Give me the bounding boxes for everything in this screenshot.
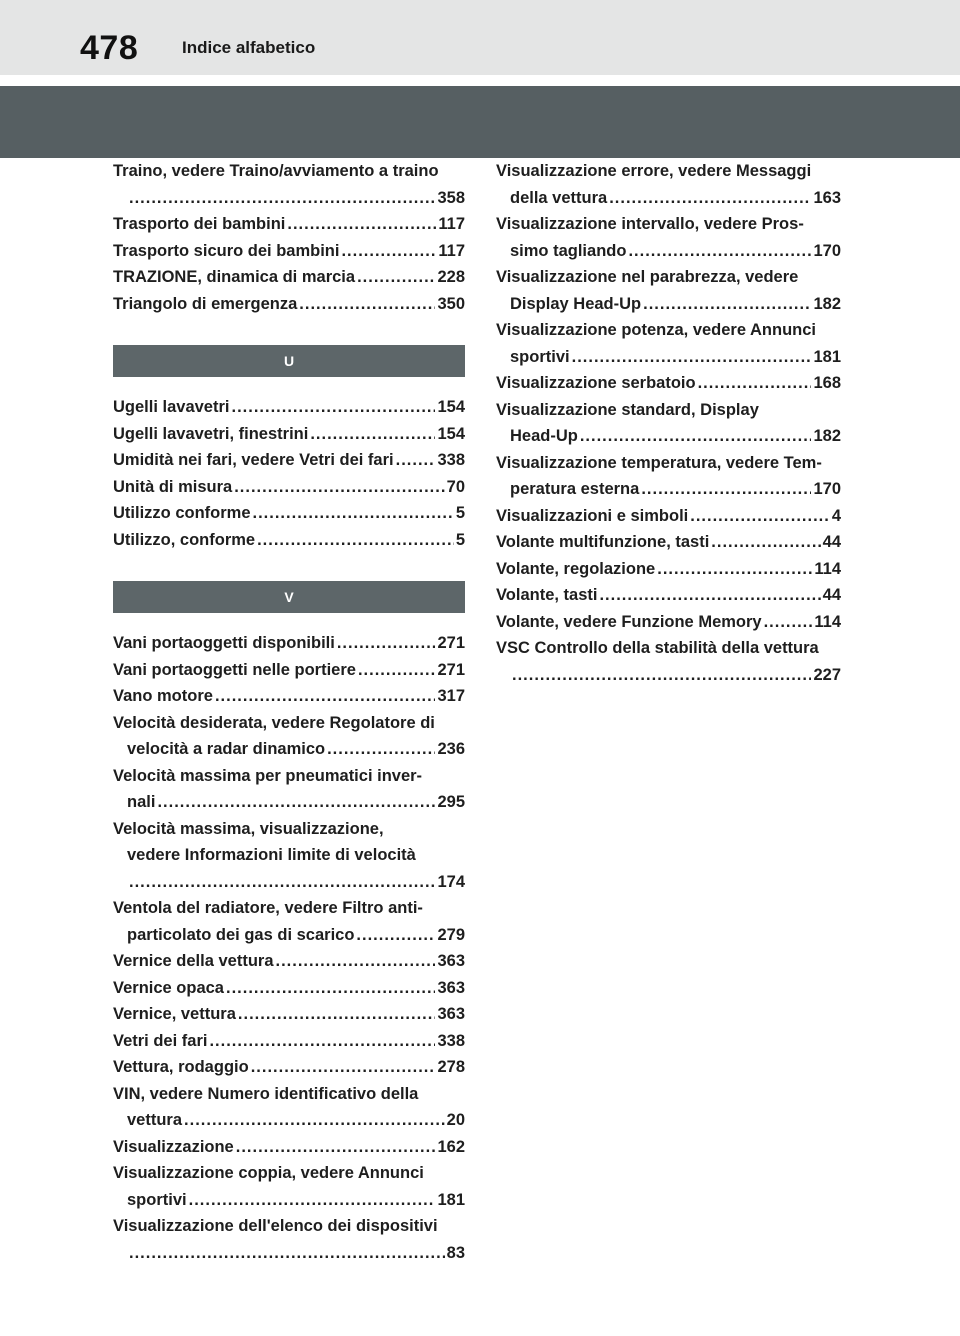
dot-leader bbox=[184, 1107, 445, 1134]
index-entry bbox=[113, 1160, 465, 1213]
dot-leader bbox=[327, 736, 435, 763]
index-entry-page: 271 bbox=[437, 634, 465, 652]
index-entry-page: 295 bbox=[437, 793, 465, 811]
index-entry-term: peratura esterna bbox=[510, 480, 640, 498]
index-group-v-continued bbox=[496, 158, 841, 688]
index-entry-leader-row bbox=[113, 975, 465, 1002]
page-header bbox=[0, 0, 960, 75]
dot-leader bbox=[609, 185, 811, 212]
index-entry-leader-row bbox=[496, 476, 841, 503]
dot-leader bbox=[599, 582, 820, 609]
index-entry-page: 170 bbox=[813, 241, 841, 260]
index-entry-term: Umidità nei fari, vedere Vetri dei fari bbox=[113, 451, 394, 469]
index-entry-line: Visualizzazione dell'elenco dei dispositivi bbox=[113, 1217, 438, 1235]
index-entry bbox=[113, 158, 465, 211]
page-number: 478 bbox=[80, 29, 139, 67]
dot-leader bbox=[234, 474, 444, 501]
index-entry bbox=[113, 1054, 465, 1081]
index-entry bbox=[113, 447, 465, 474]
index-entry-term: Vani portaoggetti disponibili bbox=[113, 634, 335, 652]
index-entry-page: 279 bbox=[437, 925, 465, 944]
dot-leader bbox=[396, 447, 436, 474]
index-entry bbox=[496, 450, 841, 503]
index-entry-leader-row bbox=[496, 503, 841, 530]
index-entry bbox=[496, 556, 841, 583]
dot-leader bbox=[157, 789, 435, 816]
dot-leader bbox=[580, 423, 812, 450]
dot-leader bbox=[299, 291, 435, 318]
index-entry-term: sportivi bbox=[127, 1190, 187, 1209]
index-entry-page: 271 bbox=[437, 660, 465, 679]
dot-leader bbox=[643, 291, 811, 318]
dot-leader bbox=[215, 683, 436, 710]
index-entry-page: 182 bbox=[813, 294, 841, 313]
index-entry-page: 338 bbox=[437, 451, 465, 469]
index-entry-term: Display Head-Up bbox=[510, 294, 642, 313]
index-entry-page: 317 bbox=[437, 687, 465, 705]
index-entry-line: Velocità desiderata, vedere Regolatore di bbox=[113, 713, 435, 732]
index-entry bbox=[113, 816, 465, 896]
index-entry-term: simo tagliando bbox=[510, 241, 627, 260]
index-entry-term: Visualizzazione bbox=[113, 1137, 234, 1156]
index-entry bbox=[113, 948, 465, 975]
index-entry bbox=[113, 683, 465, 710]
index-entry-term: Utilizzo conforme bbox=[113, 504, 251, 522]
index-entry-leader-row bbox=[496, 238, 841, 265]
index-entry-page: 163 bbox=[813, 188, 841, 207]
index-entry bbox=[113, 763, 465, 816]
index-entry-term: Unità di misura bbox=[113, 477, 233, 496]
index-entry-leader-row bbox=[496, 556, 841, 583]
index-entry bbox=[113, 657, 465, 684]
index-entry bbox=[496, 529, 841, 556]
dot-leader bbox=[238, 1001, 436, 1028]
index-entry-leader-row bbox=[113, 500, 465, 527]
index-entry bbox=[496, 635, 841, 688]
dot-leader bbox=[209, 1028, 435, 1055]
index-entry-page: 350 bbox=[437, 294, 465, 313]
index-entry bbox=[113, 1081, 465, 1134]
index-entry-line: Visualizzazione intervallo, vedere Pros- bbox=[496, 215, 804, 233]
dot-leader bbox=[129, 1240, 445, 1267]
index-entry-term: Vernice opaca bbox=[113, 978, 224, 997]
index-entry-page: 227 bbox=[813, 665, 841, 684]
index-entry-leader-row bbox=[496, 370, 841, 397]
index-entry-leader-row bbox=[113, 948, 465, 975]
index-entry-page: 174 bbox=[437, 872, 465, 891]
index-entry-leader-row bbox=[113, 447, 465, 474]
index-entry-term: vettura bbox=[127, 1111, 183, 1129]
index-entry bbox=[113, 710, 465, 763]
index-entry-term: Visualizzazioni e simboli bbox=[496, 506, 689, 525]
index-entry-term: Ugelli lavavetri bbox=[113, 398, 230, 416]
index-entry bbox=[496, 582, 841, 609]
index-entry-leader-row bbox=[113, 1134, 465, 1161]
index-entry-leader-row bbox=[113, 1054, 465, 1081]
dot-leader bbox=[690, 503, 830, 530]
index-entry-leader-row bbox=[113, 789, 465, 816]
index-entry bbox=[113, 211, 465, 238]
dot-leader bbox=[129, 185, 435, 212]
index-entry-term: Vernice, vettura bbox=[113, 1005, 236, 1023]
dot-leader bbox=[257, 527, 454, 554]
index-entry-leader-row bbox=[113, 394, 465, 421]
index-entry-line: Visualizzazione errore, vedere Messaggi bbox=[496, 162, 812, 180]
dot-leader bbox=[711, 529, 820, 556]
index-entry-term: Trasporto dei bambini bbox=[113, 215, 286, 233]
index-entry-leader-row bbox=[113, 291, 465, 318]
index-entry-line: Visualizzazione standard, Display bbox=[496, 400, 759, 419]
index-entry-term: della vettura bbox=[510, 188, 608, 207]
index-entry-leader-row bbox=[496, 529, 841, 556]
index-entry-leader-row bbox=[113, 922, 465, 949]
index-entry-page: 4 bbox=[831, 506, 841, 525]
index-entry-page: 338 bbox=[437, 1031, 465, 1050]
index-entry-leader-row bbox=[496, 185, 841, 212]
letter-heading-u: U bbox=[113, 345, 465, 377]
dot-leader bbox=[356, 922, 435, 949]
index-entry bbox=[113, 1213, 465, 1266]
index-entry-page: 182 bbox=[813, 427, 841, 445]
index-entry-term: Trasporto sicuro dei bambini bbox=[113, 241, 340, 260]
index-entry bbox=[496, 370, 841, 397]
index-entry-leader-row bbox=[113, 1001, 465, 1028]
section-title: Indice alfabetico bbox=[182, 38, 316, 57]
index-entry-term: Volante, vedere Funzione Memory bbox=[496, 612, 762, 631]
index-entry-page: 117 bbox=[438, 241, 465, 260]
index-entry-page: 154 bbox=[437, 398, 465, 416]
dot-leader bbox=[764, 609, 813, 636]
index-entry-page: 181 bbox=[813, 347, 841, 366]
index-entry-page: 114 bbox=[814, 559, 841, 578]
index-entry bbox=[113, 1028, 465, 1055]
index-entry bbox=[496, 317, 841, 370]
index-entry-leader-row bbox=[113, 421, 465, 448]
index-entry-term: sportivi bbox=[510, 347, 570, 366]
index-entry-leader-row bbox=[113, 185, 465, 212]
index-entry-term: nali bbox=[127, 793, 156, 811]
index-entry bbox=[496, 503, 841, 530]
index-entry bbox=[496, 211, 841, 264]
index-group-u bbox=[113, 394, 465, 553]
index-entry-leader-row bbox=[113, 657, 465, 684]
dot-leader bbox=[341, 238, 436, 265]
dot-leader bbox=[512, 662, 811, 689]
index-entry bbox=[113, 394, 465, 421]
index-entry-term: TRAZIONE, dinamica di marcia bbox=[113, 268, 356, 286]
index-entry-term: Vernice della vettura bbox=[113, 952, 274, 970]
index-entry-page: 278 bbox=[437, 1058, 465, 1076]
dot-leader bbox=[357, 264, 435, 291]
index-entry-leader-row bbox=[113, 474, 465, 501]
dot-leader bbox=[337, 630, 436, 657]
index-entry-term: Utilizzo, conforme bbox=[113, 530, 256, 549]
index-entry-line: Ventola del radiatore, vedere Filtro anti- bbox=[113, 899, 423, 917]
index-entry bbox=[113, 500, 465, 527]
index-entry-term: Visualizzazione serbatoio bbox=[496, 374, 696, 392]
index-entry-page: 44 bbox=[822, 533, 841, 551]
index-entry bbox=[113, 527, 465, 554]
index-entry bbox=[113, 1001, 465, 1028]
index-entry bbox=[113, 421, 465, 448]
index-entry-page: 44 bbox=[822, 586, 841, 604]
dot-leader bbox=[657, 556, 812, 583]
index-entry bbox=[113, 895, 465, 948]
index-group-v bbox=[113, 630, 465, 1266]
index-entry-line: Traino, vedere Traino/avviamento a traino bbox=[113, 162, 439, 180]
index-entry bbox=[113, 630, 465, 657]
dot-leader bbox=[253, 500, 454, 527]
index-entry-term: Vano motore bbox=[113, 687, 213, 705]
index-entry-page: 168 bbox=[813, 374, 841, 392]
index-entry-page: 117 bbox=[438, 215, 465, 233]
index-entry-page: 363 bbox=[437, 1005, 465, 1023]
index-entry bbox=[113, 291, 465, 318]
index-entry-page: 363 bbox=[437, 978, 465, 997]
letter-heading-v: V bbox=[113, 581, 465, 613]
index-entry-line: Velocità massima, visualizzazione, bbox=[113, 819, 384, 838]
index-entry-term: particolato dei gas di scarico bbox=[127, 925, 355, 944]
index-entry-term: velocità a radar dinamico bbox=[127, 740, 326, 758]
index-entry-line: vedere Informazioni limite di velocità bbox=[127, 846, 416, 864]
dot-leader bbox=[251, 1054, 436, 1081]
header-band bbox=[0, 86, 960, 158]
index-entry-line: VSC Controllo della stabilità della vettura bbox=[496, 639, 819, 657]
index-column-right bbox=[496, 158, 841, 688]
index-entry-leader-row bbox=[113, 1240, 465, 1267]
index-entry-leader-row bbox=[496, 609, 841, 636]
index-entry-leader-row bbox=[113, 683, 465, 710]
dot-leader bbox=[276, 948, 436, 975]
index-entry-page: 114 bbox=[814, 612, 841, 631]
index-entry-line: VIN, vedere Numero identificativo della bbox=[113, 1084, 419, 1103]
dot-leader bbox=[231, 394, 435, 421]
dot-leader bbox=[358, 657, 436, 684]
index-entry-leader-row bbox=[113, 630, 465, 657]
index-entry bbox=[113, 264, 465, 291]
index-entry bbox=[113, 238, 465, 265]
dot-leader bbox=[310, 421, 435, 448]
index-entry-leader-row bbox=[496, 582, 841, 609]
index-entry-page: 236 bbox=[437, 740, 465, 758]
index-entry bbox=[113, 474, 465, 501]
index-entry-term: Vettura, rodaggio bbox=[113, 1058, 249, 1076]
index-entry-leader-row bbox=[113, 527, 465, 554]
index-entry-term: Triangolo di emergenza bbox=[113, 294, 298, 313]
index-entry-leader-row bbox=[496, 423, 841, 450]
dot-leader bbox=[226, 975, 435, 1002]
index-entry-term: Vani portaoggetti nelle portiere bbox=[113, 660, 356, 679]
dot-leader bbox=[641, 476, 811, 503]
dot-leader bbox=[698, 370, 812, 397]
index-group-t bbox=[113, 158, 465, 317]
index-entry-term: Vetri dei fari bbox=[113, 1031, 208, 1050]
index-entry-leader-row bbox=[496, 344, 841, 371]
index-entry-term: Volante, tasti bbox=[496, 586, 598, 604]
dot-leader bbox=[628, 238, 811, 265]
index-entry-term: Volante multifunzione, tasti bbox=[496, 533, 710, 551]
index-entry-page: 154 bbox=[437, 424, 465, 443]
index-entry-term: Head-Up bbox=[510, 427, 578, 445]
dot-leader bbox=[236, 1134, 436, 1161]
index-entry-leader-row bbox=[113, 1187, 465, 1214]
index-entry-term: Volante, regolazione bbox=[496, 559, 656, 578]
index-entry bbox=[113, 1134, 465, 1161]
dot-leader bbox=[129, 869, 435, 896]
index-entry-page: 5 bbox=[455, 504, 465, 522]
index-entry-page: 228 bbox=[437, 268, 465, 286]
index-entry-line: Visualizzazione potenza, vedere Annunci bbox=[496, 321, 816, 339]
index-entry-leader-row bbox=[113, 264, 465, 291]
dot-leader bbox=[189, 1187, 436, 1214]
dot-leader bbox=[287, 211, 436, 238]
index-entry-line: Visualizzazione nel parabrezza, vedere bbox=[496, 268, 799, 286]
index-entry-page: 20 bbox=[446, 1111, 465, 1129]
index-entry-page: 363 bbox=[437, 952, 465, 970]
index-entry-leader-row bbox=[496, 662, 841, 689]
index-entry-page: 162 bbox=[437, 1137, 465, 1156]
dot-leader bbox=[572, 344, 812, 371]
index-entry-line: Velocità massima per pneumatici inver- bbox=[113, 766, 423, 785]
index-entry-leader-row bbox=[113, 1028, 465, 1055]
index-entry-leader-row bbox=[113, 1107, 465, 1134]
index-entry-line: Visualizzazione coppia, vedere Annunci bbox=[113, 1164, 424, 1182]
index-column-left bbox=[113, 158, 465, 1266]
index-entry-leader-row bbox=[113, 736, 465, 763]
index-entry-page: 170 bbox=[813, 480, 841, 498]
index-entry-page: 181 bbox=[437, 1190, 465, 1209]
index-entry-page: 70 bbox=[446, 477, 465, 496]
index-entry bbox=[496, 158, 841, 211]
index-entry-leader-row bbox=[496, 291, 841, 318]
index-entry-term: Ugelli lavavetri, finestrini bbox=[113, 424, 309, 443]
index-entry-leader-row bbox=[113, 238, 465, 265]
index-entry bbox=[496, 264, 841, 317]
index-entry-line: Visualizzazione temperatura, vedere Tem- bbox=[496, 453, 822, 472]
index-entry-page: 83 bbox=[446, 1243, 465, 1262]
index-entry-page: 5 bbox=[455, 530, 465, 549]
index-entry bbox=[496, 609, 841, 636]
index-entry-leader-row bbox=[113, 869, 465, 896]
index-entry bbox=[496, 397, 841, 450]
index-entry-leader-row bbox=[113, 211, 465, 238]
index-entry bbox=[113, 975, 465, 1002]
index-entry-page: 358 bbox=[437, 188, 465, 207]
